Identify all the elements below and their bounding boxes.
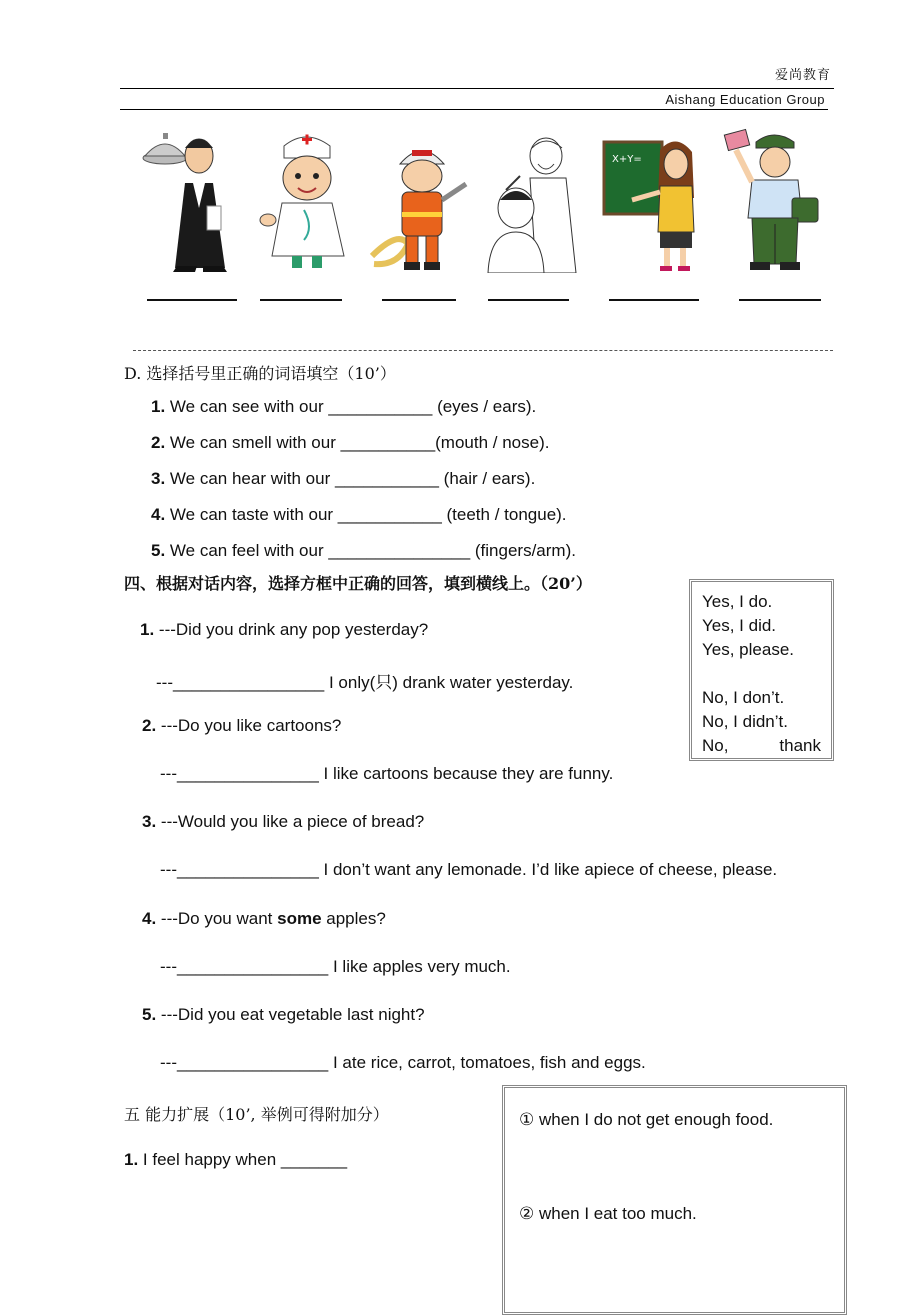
dialog-question: 1. ---Did you drink any pop yesterday? [140, 620, 429, 639]
answer-option: Yes, I did. [702, 616, 777, 635]
section-d-item: 3. We can hear with our ___________ (hair / ears). [151, 469, 536, 488]
extension-options-box [502, 1085, 847, 1315]
section-d-item: 4. We can taste with our ___________ (teeth / tongue). [151, 505, 567, 524]
dialog-answer[interactable]: ---________________ I like apples very much. [160, 957, 511, 976]
header-brand-en: Aishang Education Group [665, 92, 825, 107]
answer-option: No, thank [702, 736, 821, 755]
dialog-question: 5. ---Did you eat vegetable last night? [142, 1005, 425, 1024]
answer-line-2[interactable] [260, 299, 342, 301]
header-rule-top [120, 88, 834, 89]
answer-option: Yes, please. [702, 640, 794, 659]
header-rule-bottom [120, 109, 828, 110]
teacher-icon [602, 128, 702, 273]
answer-line-6[interactable] [739, 299, 821, 301]
section-d-item: 2. We can smell with our __________(mouth / nose). [151, 433, 550, 452]
dialog-answer[interactable]: ---________________ I ate rice, carrot, tomatoes, fish and eggs. [160, 1053, 646, 1072]
dialog-answer[interactable]: ---________________ I only(只) drank water yesterday. [156, 673, 574, 692]
svg-text:X+Y=: X+Y= [612, 154, 642, 165]
dialog-question: 4. ---Do you want some apples? [142, 909, 386, 928]
dialog-answer[interactable]: ---_______________ I like cartoons because they are funny. [160, 764, 614, 783]
answer-option: Yes, I do. [702, 592, 773, 611]
section-4-title: 四、根据对话内容，选择方框中正确的回答，填到横线上。（20’） [124, 574, 592, 593]
answer-line-1[interactable] [147, 299, 237, 301]
answer-option: No, I didn’t. [702, 712, 788, 731]
answer-options-box [689, 579, 834, 761]
dashed-divider [133, 350, 833, 351]
extension-option: ① when I do not get enough food. [519, 1110, 774, 1129]
dialog-question: 2. ---Do you like cartoons? [142, 716, 342, 735]
header-brand-cn: 爱尚教育 [774, 68, 831, 83]
dialog-question: 3. ---Would you like a piece of bread? [142, 812, 425, 831]
section-5-title: 五 能力扩展（10’, 举例可得附加分） [124, 1105, 389, 1124]
section-d-item: 1. We can see with our ___________ (eyes / ears). [151, 397, 537, 416]
answer-line-5[interactable] [609, 299, 699, 301]
answer-line-3[interactable] [382, 299, 456, 301]
section-d-item: 5. We can feel with our _______________ (fingers/arm). [151, 541, 576, 560]
answer-line-4[interactable] [488, 299, 569, 301]
barber-icon [486, 128, 580, 273]
doctor-icon [258, 128, 354, 273]
section-d-title: D. 选择括号里正确的词语填空（10’） [124, 364, 396, 383]
firefighter-icon [368, 128, 470, 273]
postman-icon [722, 128, 824, 273]
section-5-item: 1. I feel happy when _______ [124, 1150, 348, 1169]
extension-option: ② when I eat too much. [519, 1204, 697, 1223]
waiter-icon [137, 128, 237, 273]
answer-option: No, I don’t. [702, 688, 785, 707]
dialog-answer[interactable]: ---_______________ I don’t want any lemonade. I’d like apiece of cheese, please. [160, 860, 778, 879]
